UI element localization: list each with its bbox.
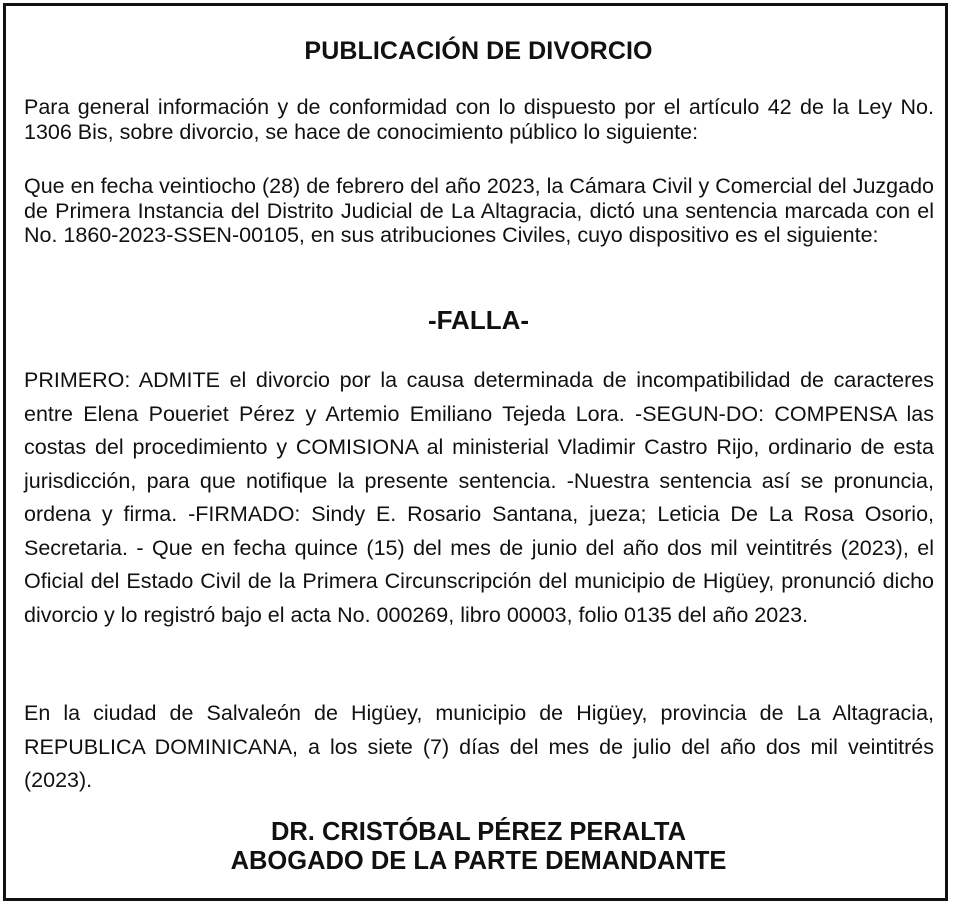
document-title: PUBLICACIÓN DE DIVORCIO	[304, 37, 653, 65]
document-frame	[3, 3, 948, 901]
intro-paragraph: Para general información y de conformidad con lo dispuesto por el artículo 42 de la Ley No. 1306 Bis, sobre divorcio, se hace de conocimiento público lo siguiente:	[24, 95, 934, 144]
signature-block	[6, 818, 951, 876]
signature-name: DR. CRISTÓBAL PÉREZ PERALTA	[270, 818, 687, 846]
falla-heading: -FALLA-	[427, 305, 530, 335]
ciudad-paragraph: En la ciudad de Salvaleón de Higüey, municipio de Higüey, provincia de La Altagracia, REPUBLICA DOMINICANA, a los siete (7) días del mes de julio del año dos mil veintitrés (2023).	[24, 701, 934, 792]
primero-paragraph: PRIMERO: ADMITE el divorcio por la causa determinada de incompatibilidad de caracteres entre Elena Poueriet Pérez y Artemio Emiliano Tejeda Lora. -SEGUN-DO: COMPENSA las costas del procedimiento y COMISIONA al ministerial Vladimir Castro Rijo, ordinario de esta jurisdicción, para que notifique la presente sentencia. -Nuestra sentencia así se pronuncia, ordena y firma. -FIRMADO: Sindy E. Rosario Santana, jueza; Leticia De La Rosa Osorio, Secretaria. - Que en fecha quince (15) del mes de junio del año dos mil veintitrés (2023), el Oficial del Estado Civil de la Primera Circunscripción del municipio de Higüey, pronunció dicho divorcio y lo registró bajo el acta No. 000269, libro 00003, folio 0135 del año 2023.	[24, 368, 934, 627]
fecha-paragraph: Que en fecha veintiocho (28) de febrero del año 2023, la Cámara Civil y Comercial del Juzgado de Primera Instancia del Distrito Judicial de La Altagracia, dictó una sentencia marcada con el No. 1860-2023-SSEN-00105, en sus atribuciones Civiles, cuyo dispositivo es el siguiente:	[24, 174, 934, 247]
signature-role: ABOGADO DE LA PARTE DEMANDANTE	[230, 847, 727, 875]
